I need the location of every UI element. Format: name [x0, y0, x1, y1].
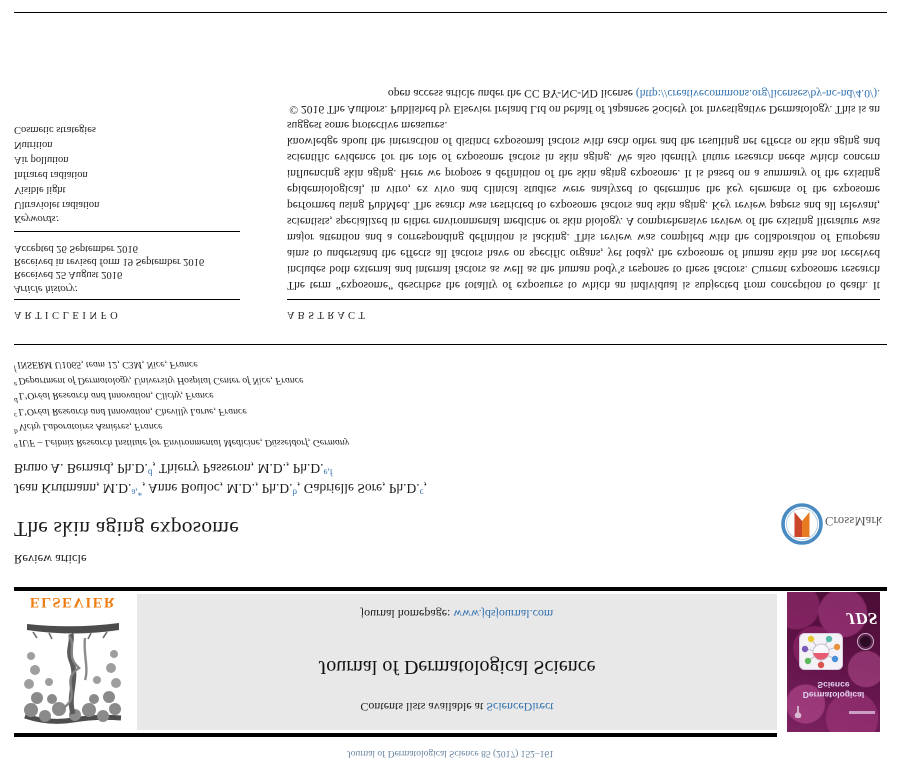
contents-prefix: Contents lists available at: [360, 700, 487, 714]
journal-header-box: [137, 594, 777, 730]
article-history-item: Received in revised form 19 September 2016: [14, 256, 205, 268]
author-name: ,: [423, 481, 427, 496]
keyword-item: Cosmetic strategies: [14, 124, 96, 135]
author-affiliation-superscript: e,f: [323, 467, 333, 478]
affiliation-line: $^c$L’Oréal Research and Innovation, Chevilly Larue, France: [14, 406, 247, 421]
abstract-text: The term “exposome” describes the totality of exposures to which an individual is subjected from conception to death. It includes both external and internal factors as well as the human body’s response to these factors. Current exposome research aims to understand the effects all factors have on specific organs, yet today, the exposome of human skin has not received major attention and a corresponding definition is lacking. This review was compiled with the collaboration of European scientists, specialized in either environmental medicine or skin biology. A comprehensive review of the existing literature was performed using PubMed. The search was restricted to exposome factors and skin aging. Key review papers and all relevant, epidemiological, in vitro, ex vivo and clinical studies were analyzed to determine the key elements of the exposome influencing skin aging. Here we propose a definition of the skin aging exposome. It is based on a summary of the existing scientific evidence for the role of exposome factors in skin aging. We also identify future research needs which concern knowledge about the interaction of distinct exposomal factors with each other and the resulting net effects on skin aging and suggest some protective measures.: [287, 119, 880, 292]
journal-citation-line: Journal of Dermatological Science 85 (2017) 152–161: [347, 748, 554, 758]
keywords-list: [14, 122, 240, 212]
cover-society-emblem-icon: [857, 633, 874, 650]
author-affiliation-superscript: d: [147, 467, 153, 478]
author-name: , Thierry Passeron, M.D., Ph.D.: [152, 461, 324, 476]
elsevier-wordmark: ELSEVIER: [29, 594, 117, 610]
cover-jds-initials: JDS: [846, 609, 878, 628]
author-affiliation-superscript: c: [419, 487, 424, 498]
journal-title: Journal of Dermatological Science: [318, 656, 596, 678]
keyword-item: Visible light: [14, 184, 66, 195]
homepage-line: [137, 606, 777, 621]
affiliation-line: $^a$IUF – Leibniz Research Institute for Environmental Medicine, Düsseldorf, Germany: [14, 437, 350, 452]
authors-line-1: [14, 480, 427, 496]
author-name: , Anne Bouloc, M.D., Ph.D.: [142, 481, 293, 496]
keyword-item: Infrared radiation: [14, 169, 88, 180]
homepage-prefix: journal homepage:: [360, 607, 454, 621]
article-history-list: [14, 243, 240, 282]
cover-journal-name: Dermatological Science: [802, 680, 865, 700]
author-name: Jean Krutmann, M.D.: [14, 481, 132, 496]
abstract-column: [287, 85, 880, 320]
authors-line-2: [14, 460, 333, 476]
affiliation-line: $^b$Vichy Laboratoires Asnières, France: [14, 421, 163, 436]
author-affiliation-superscript: a,*: [131, 487, 143, 498]
cover-publisher-mark-icon: [793, 706, 803, 718]
cover-diagram-icon: [799, 633, 843, 670]
article-info-heading: A R T I C L E I N F O: [14, 309, 119, 320]
copyright-text: © 2016 The Authors. Published by Elsevier Ireland Ltd on behalf of Japanese Society for Investigative Dermatology. This is an open access article under the CC BY-NC-ND license: [289, 87, 880, 116]
article-history-item: Accepted 26 September 2016: [14, 243, 138, 255]
cc-license-link[interactable]: (http://creativecommons.org/licenses/by-nc-nd/4.0/).: [635, 87, 880, 100]
article-type-label: Review article: [14, 552, 87, 566]
section-bottom-rule: [14, 12, 887, 13]
affiliation-line: $^e$Department of Dermatology, University Hospital Center of Nice, France: [14, 375, 304, 390]
elsevier-tree-icon: [19, 612, 127, 730]
header-bottom-rule: [14, 587, 887, 591]
keyword-item: Ultraviolet radiation: [14, 199, 100, 210]
keyword-item: Air pollution: [14, 154, 69, 165]
article-history-item: Received 25 August 2016: [14, 269, 123, 281]
header-top-rule: [14, 733, 777, 737]
section-top-rule: [14, 344, 887, 345]
cover-volume-strip: [849, 711, 875, 714]
journal-homepage-link[interactable]: www.jdsjournal.com: [453, 607, 554, 621]
article-info-heading-rule: [14, 299, 240, 300]
abstract-heading-rule: [287, 299, 880, 300]
crossmark-badge[interactable]: [781, 497, 891, 545]
affiliations-list: [14, 357, 349, 450]
affiliation-line: $^f$INSERM U1065, team 12, C3M, Nice, France: [14, 359, 198, 374]
elsevier-logo: [14, 590, 132, 730]
info-divider-rule: [14, 232, 240, 233]
article-info-column: [14, 122, 240, 320]
author-affiliation-superscript: b: [292, 487, 297, 498]
contents-line: [137, 699, 777, 714]
keyword-item: Nutrition: [14, 139, 53, 150]
abstract-heading: A B S T R A C T: [287, 309, 366, 320]
copyright-block: [287, 85, 880, 117]
author-name: , Gabrielle Sore, Ph.D.: [297, 481, 420, 496]
sciencedirect-link[interactable]: ScienceDirect: [486, 700, 554, 714]
article-title: The skin aging exposome: [14, 517, 239, 541]
author-name: Bruno A. Bernard, Ph.D.: [14, 461, 148, 476]
article-history-label: Article history:: [14, 283, 78, 294]
keywords-label: Keywords:: [14, 213, 60, 225]
journal-cover-thumbnail: [787, 592, 880, 732]
crossmark-icon: [781, 503, 823, 545]
crossmark-label: CrossMark: [825, 514, 883, 528]
affiliation-line: $^d$L’Oréal Research and Innovation, Clichy, France: [14, 390, 214, 405]
